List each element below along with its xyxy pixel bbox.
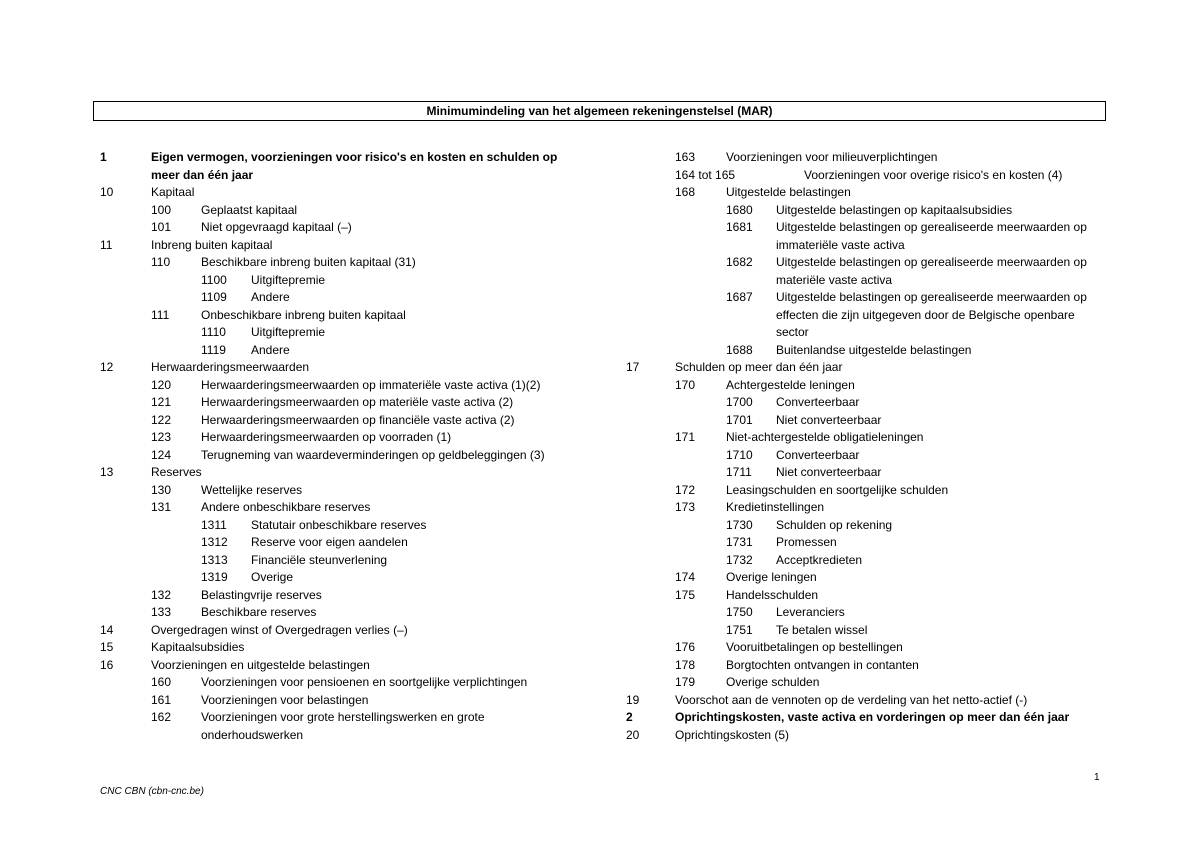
account-code: 111 <box>151 307 170 322</box>
account-label: Eigen vermogen, voorzieningen voor risico's en kosten en schulden op meer dan één jaar <box>151 150 558 182</box>
account-label: Reserve voor eigen aandelen <box>251 535 408 549</box>
account-row <box>100 569 600 587</box>
account-row <box>626 412 1106 430</box>
left-column <box>100 149 600 744</box>
account-label: Uitgestelde belastingen <box>726 185 851 199</box>
account-label: Niet-achtergestelde obligatieleningen <box>726 430 924 444</box>
account-label: Buitenlandse uitgestelde belastingen <box>776 342 972 357</box>
account-row <box>100 254 600 272</box>
account-code: 121 <box>151 395 172 409</box>
account-label: Uitgiftepremie <box>251 272 326 287</box>
account-code: 170 <box>675 377 696 392</box>
account-code: 162 <box>151 710 172 724</box>
account-code: 174 <box>675 570 696 584</box>
account-row <box>100 307 600 325</box>
account-row <box>100 622 600 640</box>
account-code: 124 <box>151 447 172 462</box>
account-row <box>626 499 1106 517</box>
account-label: Leveranciers <box>776 605 845 619</box>
account-label: Beschikbare reserves <box>201 605 317 619</box>
account-row <box>626 674 1106 692</box>
account-code: 1700 <box>726 395 753 409</box>
account-row <box>626 604 1106 622</box>
account-label: Herwaarderingsmeerwaarden op immateriële vaste activa (1)(2) <box>201 377 541 392</box>
account-code: 172 <box>675 482 696 497</box>
account-row <box>100 482 600 500</box>
account-row <box>626 709 1106 727</box>
account-label: Terugneming van waardeverminderingen op geldbeleggingen (3) <box>201 447 545 462</box>
account-code: 1 <box>100 150 107 164</box>
account-label: Statutair onbeschikbare reserves <box>251 517 427 532</box>
account-code: 1100 <box>201 272 227 287</box>
account-code: 1110 <box>201 325 226 339</box>
account-row <box>100 184 600 202</box>
account-code: 1682 <box>726 255 753 269</box>
account-row <box>100 272 600 290</box>
account-row <box>626 429 1106 447</box>
account-label: Niet opgevraagd kapitaal (–) <box>201 220 352 234</box>
account-label: Leasingschulden en soortgelijke schulden <box>726 482 949 497</box>
account-row <box>100 639 600 657</box>
account-code: 1680 <box>726 202 753 217</box>
account-label: Uitgiftepremie <box>251 325 326 339</box>
account-label: Herwaarderingsmeerwaarden op materiële vaste activa (2) <box>201 395 514 409</box>
account-row <box>100 149 600 184</box>
account-row <box>626 359 1106 377</box>
account-row <box>626 534 1106 552</box>
account-row <box>100 464 600 482</box>
account-row <box>100 359 600 377</box>
account-row <box>100 324 600 342</box>
account-label: Te betalen wissel <box>776 622 868 637</box>
account-label: Voorzieningen voor belastingen <box>201 692 369 707</box>
account-code: 161 <box>151 692 172 707</box>
account-row <box>626 447 1106 465</box>
account-code: 120 <box>151 377 172 392</box>
account-row <box>626 657 1106 675</box>
account-code: 160 <box>151 675 172 689</box>
account-row <box>626 587 1106 605</box>
account-label: Borgtochten ontvangen in contanten <box>726 657 919 672</box>
account-label: Kapitaal <box>151 185 195 199</box>
account-label: Schulden op rekening <box>776 517 893 532</box>
account-label: Vooruitbetalingen op bestellingen <box>726 640 903 654</box>
account-row <box>100 394 600 412</box>
account-label: Voorzieningen voor milieuverplichtingen <box>726 150 938 164</box>
account-row <box>626 394 1106 412</box>
account-label: Niet converteerbaar <box>776 412 882 427</box>
account-code: 176 <box>675 640 696 654</box>
account-code: 1711 <box>726 465 752 479</box>
account-label: Herwaarderingsmeerwaarden op voorraden (1) <box>201 430 452 444</box>
account-code: 1732 <box>726 552 753 567</box>
account-label: Overige <box>251 570 294 584</box>
account-label: Kapitaalsubsidies <box>151 640 245 654</box>
account-label: Uitgestelde belastingen op gerealiseerde meerwaarden op effecten die zijn uitgegeven door de Belgische openbare sector <box>776 290 1087 339</box>
account-code: 1701 <box>726 412 753 427</box>
account-label: Overgedragen winst of Overgedragen verlies (–) <box>151 622 408 637</box>
account-code: 1730 <box>726 517 753 532</box>
account-code: 1312 <box>201 535 228 549</box>
right-column <box>626 149 1106 744</box>
account-code: 2 <box>626 710 633 724</box>
account-label: Schulden op meer dan één jaar <box>675 360 843 374</box>
account-label: Acceptkredieten <box>776 552 863 567</box>
account-code: 178 <box>675 657 696 672</box>
account-row <box>626 377 1106 395</box>
account-label: Belastingvrije reserves <box>201 587 322 602</box>
account-code: 1688 <box>726 342 753 357</box>
account-label: Herwaarderingsmeerwaarden op financiële vaste activa (2) <box>201 412 515 427</box>
account-row <box>100 412 600 430</box>
account-code: 163 <box>675 150 696 164</box>
account-label: Financiële steunverlening <box>251 552 388 567</box>
account-code: 173 <box>675 500 696 514</box>
account-code: 17 <box>626 360 640 374</box>
account-row <box>100 674 600 692</box>
account-code: 1109 <box>201 290 227 304</box>
account-row <box>100 342 600 360</box>
account-row <box>626 622 1106 640</box>
account-label: Geplaatst kapitaal <box>201 202 298 217</box>
account-code: 1119 <box>201 342 226 357</box>
account-label: Wettelijke reserves <box>201 482 303 497</box>
account-label: Uitgestelde belastingen op gerealiseerde meerwaarden op materiële vaste activa <box>776 255 1087 287</box>
account-label: Reserves <box>151 465 202 479</box>
account-row <box>626 254 1106 289</box>
account-label: Uitgestelde belastingen op kapitaalsubsidies <box>776 202 1013 217</box>
account-row <box>100 237 600 255</box>
account-row <box>100 552 600 570</box>
account-row <box>626 482 1106 500</box>
account-code: 132 <box>151 587 172 602</box>
account-code: 122 <box>151 412 172 427</box>
page-number: 1 <box>1094 772 1100 783</box>
account-row <box>100 534 600 552</box>
account-row <box>626 569 1106 587</box>
account-code: 16 <box>100 657 114 672</box>
account-code: 1313 <box>201 552 228 567</box>
account-row <box>626 289 1106 342</box>
account-code: 168 <box>675 185 696 199</box>
account-code: 15 <box>100 640 114 654</box>
account-row <box>626 692 1106 710</box>
account-code: 123 <box>151 430 172 444</box>
account-code: 1681 <box>726 220 753 234</box>
account-row <box>100 499 600 517</box>
account-row <box>100 377 600 395</box>
account-row <box>100 202 600 220</box>
account-label: Onbeschikbare inbreng buiten kapitaal <box>201 307 406 322</box>
account-code: 20 <box>626 727 640 742</box>
account-label: Handelsschulden <box>726 587 819 602</box>
account-label: Andere <box>251 342 290 357</box>
account-code: 179 <box>675 675 696 689</box>
account-row <box>100 587 600 605</box>
account-label: Herwaarderingsmeerwaarden <box>151 360 310 374</box>
account-code: 164 tot 165 <box>675 167 736 182</box>
account-row <box>100 709 600 744</box>
account-code: 14 <box>100 622 114 637</box>
account-row <box>626 202 1106 220</box>
account-row <box>100 219 600 237</box>
account-row <box>100 429 600 447</box>
account-row <box>626 219 1106 254</box>
account-label: Beschikbare inbreng buiten kapitaal (31) <box>201 255 416 269</box>
account-label: Uitgestelde belastingen op gerealiseerde meerwaarden op immateriële vaste activa <box>776 220 1087 252</box>
account-label: Andere onbeschikbare reserves <box>201 500 371 514</box>
footer-source: CNC CBN (cbn-cnc.be) <box>100 786 204 797</box>
account-row <box>626 517 1106 535</box>
account-code: 100 <box>151 202 172 217</box>
account-row <box>626 727 1106 745</box>
account-code: 1319 <box>201 570 228 584</box>
account-code: 11 <box>100 237 113 252</box>
account-code: 10 <box>100 185 114 199</box>
account-label: Achtergestelde leningen <box>726 377 855 392</box>
account-code: 101 <box>151 220 172 234</box>
account-code: 110 <box>151 255 171 269</box>
account-code: 131 <box>151 500 172 514</box>
account-code: 19 <box>626 692 640 707</box>
account-row <box>100 517 600 535</box>
account-label: Voorschot aan de vennoten op de verdeling van het netto-actief (-) <box>675 692 1028 707</box>
account-code: 1311 <box>201 517 227 532</box>
account-row <box>100 692 600 710</box>
account-row <box>100 604 600 622</box>
account-code: 1731 <box>726 535 753 549</box>
account-label: Voorzieningen en uitgestelde belastingen <box>151 657 370 672</box>
account-code: 12 <box>100 360 114 374</box>
account-label: Voorzieningen voor pensioenen en soortgelijke verplichtingen <box>201 675 528 689</box>
account-label: Overige leningen <box>726 570 817 584</box>
account-code: 133 <box>151 605 172 619</box>
account-label: Andere <box>251 290 290 304</box>
account-label: Voorzieningen voor grote herstellingswerken en grote onderhoudswerken <box>201 710 485 742</box>
account-code: 13 <box>100 465 114 479</box>
account-label: Oprichtingskosten (5) <box>675 727 790 742</box>
account-label: Overige schulden <box>726 675 820 689</box>
account-label: Kredietinstellingen <box>726 500 825 514</box>
account-row <box>626 552 1106 570</box>
account-label: Oprichtingskosten, vaste activa en vorderingen op meer dan één jaar <box>675 710 1070 724</box>
account-code: 1710 <box>726 447 753 462</box>
account-code: 1751 <box>726 622 753 637</box>
account-row <box>626 167 1106 185</box>
account-label: Inbreng buiten kapitaal <box>151 237 273 252</box>
account-code: 171 <box>675 430 696 444</box>
account-label: Voorzieningen voor overige risico's en kosten (4) <box>804 167 1063 182</box>
account-row <box>100 657 600 675</box>
account-code: 1687 <box>726 290 753 304</box>
account-row <box>626 184 1106 202</box>
account-row <box>626 464 1106 482</box>
account-row <box>100 447 600 465</box>
account-row <box>626 149 1106 167</box>
account-code: 130 <box>151 482 172 497</box>
account-label: Niet converteerbaar <box>776 465 882 479</box>
account-row <box>100 289 600 307</box>
account-label: Promessen <box>776 535 837 549</box>
page-title: Minimumindeling van het algemeen rekeningenstelsel (MAR) <box>93 101 1106 121</box>
account-row <box>626 639 1106 657</box>
account-label: Converteerbaar <box>776 395 860 409</box>
account-label: Converteerbaar <box>776 447 860 462</box>
account-code: 175 <box>675 587 696 602</box>
account-code: 1750 <box>726 605 753 619</box>
account-row <box>626 342 1106 360</box>
